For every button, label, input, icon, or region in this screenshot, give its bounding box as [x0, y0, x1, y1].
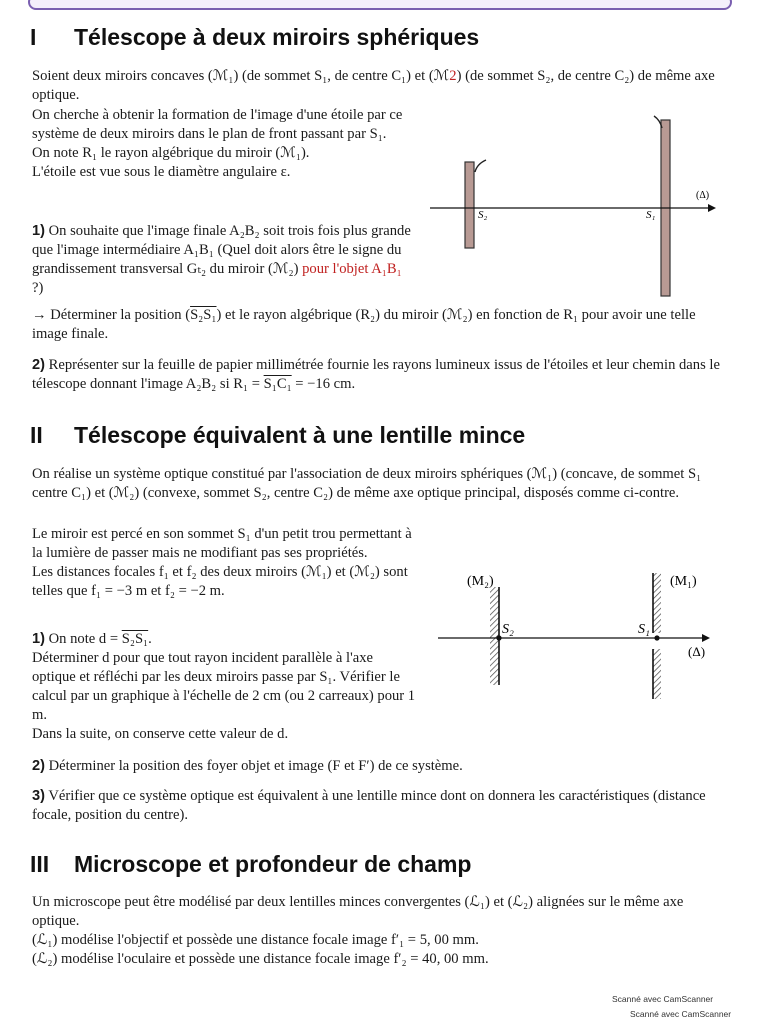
label-s2: S₂ [502, 622, 514, 637]
question-number: 1) [32, 631, 45, 647]
point-s2 [496, 635, 501, 640]
question-2-3: 3) Vérifier que ce système optique est équivalent à une lentille mince dont on donnera les caractéristiques (distance focale, position du centre). [32, 788, 706, 823]
figure-telescope-mirrors [428, 112, 728, 302]
question-number: 2) [32, 357, 45, 373]
label-s1: S₁ [638, 622, 650, 637]
paragraph: Les distances focales f₁ et f₂ des deux miroirs (ℳ₁) et (ℳ₂) sont telles que f₁ = −3 m et f₂ = −2 m. [32, 564, 408, 599]
highlighted-text: pour l'objet A₁B₁ [302, 261, 402, 277]
axis-arrow-icon [708, 204, 716, 212]
mirror-m2-arc [475, 160, 486, 172]
section-title-1 [30, 24, 479, 51]
paragraph: (ℒ₂) modélise l'oculaire et possède une distance focale image f′₂ = 40, 00 mm. [32, 951, 489, 967]
paragraph: On note R₁ le rayon algébrique du miroir (ℳ₁). [32, 145, 310, 161]
section-number: III [30, 851, 50, 877]
paragraph: L'étoile est vue sous le diamètre angulaire ε. [32, 164, 291, 180]
intro-paragraph: Soient deux miroirs concaves (ℳ₁) (de sommet S₁, de centre C₁) et (ℳ2) (de sommet S₂, de centre C₂) de même axe optique. [32, 68, 715, 103]
section-title-text: Télescope à deux miroirs sphériques [74, 24, 480, 50]
scanner-watermark-2: Scanné avec CamScanner [630, 1009, 732, 1019]
page-top-border [28, 0, 732, 10]
section-title-text: Télescope équivalent à une lentille mince [74, 422, 526, 448]
question-2-2: 2) Déterminer la position des foyer objet et image (F et F′) de ce système. [32, 758, 463, 774]
axis-arrow-icon [702, 634, 710, 642]
mirror-m2 [465, 162, 474, 248]
paragraph: Un microscope peut être modélisé par deux lentilles minces convergentes (ℒ₁) et (ℒ₂) alignées sur le même axe optique. [32, 894, 684, 929]
label-m1: (M₁) [670, 574, 697, 589]
section-title-3 [30, 851, 471, 878]
section-1-intro [32, 67, 722, 105]
question-number: 2) [32, 758, 45, 774]
figure-telescope-equivalent [432, 565, 728, 705]
section-2-intro: On réalise un système optique constitué par l'association de deux miroirs sphériques (ℳ₁) (concave, de sommet S₁ centre C₁) et (ℳ₂) (convexe, sommet S₂, centre C₂) de même axe optique principal, disposés comme ci-contre. [32, 466, 702, 501]
section-title-text: Microscope et profondeur de champ [74, 851, 472, 877]
section-title-2 [30, 422, 525, 449]
mirror-m1-hatch-top [653, 573, 661, 633]
section-number: II [30, 422, 43, 448]
section-3-body [32, 893, 725, 969]
label-m2: (M₂) [467, 574, 494, 589]
question-number: 1) [32, 223, 45, 239]
question-2-1: 1) On note d = S₂S₁. Déterminer d pour que tout rayon incident parallèle à l'axe optique et réfléchi par les deux miroirs passe par S₁. Vérifier le calcul par un graphique à l'échelle de 2 cm (ou 2 carreaux) pour 1 m. Dans la suite, on conserve cette valeur de d. [32, 631, 416, 742]
question-1-2: 2) Représenter sur la feuille de papier millimétrée fournie les rayons lumineux issus de l'étoiles et leur chemin dans le télescope donnant l'image A₂B₂ si R₁ = S₁C₁ = −16 cm. [32, 357, 720, 392]
section-number: I [30, 24, 37, 50]
question-1-1-task: → Déterminer la position (S₂S₁) et le rayon algébrique (R₂) du miroir (ℳ₂) en fonction de R₁ pour avoir une telle image finale. [32, 307, 696, 342]
section-1-body [32, 106, 412, 182]
paragraph: On cherche à obtenir la formation de l'image d'une étoile par ce système de deux miroirs dans le plan de front passant par S₁. [32, 107, 403, 142]
scanner-watermark-1: Scanné avec CamScanner [612, 994, 714, 1004]
paragraph: Le miroir est percé en son sommet S₁ d'un petit trou permettant à la lumière de passer mais ne modifiant pas ses propriétés. [32, 526, 412, 561]
label-s1: S₁ [646, 209, 656, 221]
mirror-m1-hatch-bottom [653, 649, 661, 699]
paragraph: (ℒ₁) modélise l'objectif et possède une distance focale image f′₁ = 5, 00 mm. [32, 932, 479, 948]
label-s2: S₂ [478, 209, 488, 221]
section-2-body [32, 525, 417, 601]
label-axis: (Δ) [688, 644, 706, 659]
question-1-1: 1) On souhaite que l'image finale A₂B₂ soit trois fois plus grande que l'image intermédiaire A₁B₁ (Quel doit alors être le signe du grandissement transversal Gₜ₂ du miroir (ℳ₂) pour l'objet A₁B₁ ?) [32, 223, 411, 296]
label-axis: (Δ) [696, 190, 710, 201]
question-number: 3) [32, 788, 45, 804]
point-s1 [654, 635, 659, 640]
